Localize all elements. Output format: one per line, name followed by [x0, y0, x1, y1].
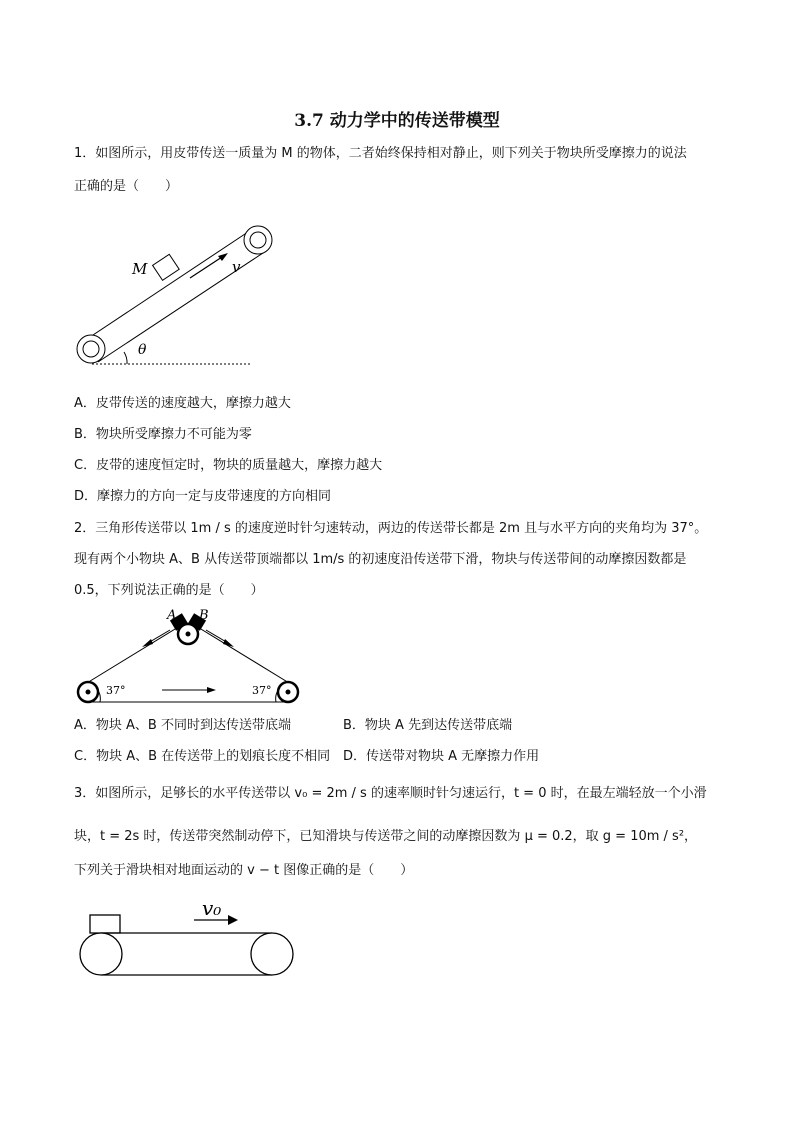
q2-label-B: B	[199, 608, 209, 623]
q3-label-v0: v₀	[202, 896, 222, 920]
q2-stem-line2: 现有两个小物块 A、B 从传送带顶端都以 1m/s 的初速度沿传送带下滑，物块与传送带间的动摩擦因数都是	[74, 552, 687, 567]
q2-stem-line1: 2．三角形传送带以 1m / s 的速度逆时针匀速转动，两边的传送带长都是 2m 且与水平方向的夹角均为 37°。	[74, 521, 708, 536]
q1-label-v: v	[232, 258, 241, 276]
q2-label-A: A	[167, 608, 177, 623]
q1-option-b: B．物块所受摩擦力不可能为零	[74, 427, 252, 442]
q2-option-c: C．物块 A、B 在传送带上的划痕长度不相同	[74, 749, 331, 764]
q3-stem-line2: 块，t = 2s 时，传送带突然制动停下，已知滑块与传送带之间的动摩擦因数为 μ = 0.2，取 g = 10m / s²，	[74, 829, 698, 844]
q1-incline-belt-diagram	[70, 222, 290, 372]
q3-stem-line3: 下列关于滑块相对地面运动的 v − t 图像正确的是（ ）	[74, 863, 414, 878]
q1-stem-line1: 1．如图所示，用皮带传送一质量为 M 的物体，二者始终保持相对静止，则下列关于物块所受摩擦力的说法	[74, 146, 687, 161]
q1-option-c: C．皮带的速度恒定时，物块的质量越大，摩擦力越大	[74, 458, 383, 473]
q3-stem-line1: 3．如图所示，足够长的水平传送带以 v₀ = 2m / s 的速率顺时针匀速运行，t = 0 时，在最左端轻放一个小滑	[74, 786, 707, 801]
q1-option-a: A．皮带传送的速度越大，摩擦力越大	[74, 396, 291, 411]
q1-label-theta: θ	[138, 342, 147, 358]
q3-horizontal-belt-diagram	[76, 893, 306, 983]
q2-stem-line3: 0.5，下列说法正确的是（ ）	[74, 583, 264, 598]
q2-label-angle-right: 37°	[252, 684, 272, 697]
page-title: 3.7 动力学中的传送带模型	[294, 111, 500, 131]
q2-triangle-belt-diagram	[72, 606, 312, 710]
q2-option-b: B．物块 A 先到达传送带底端	[343, 718, 513, 733]
q1-stem-line2: 正确的是（ ）	[74, 179, 179, 194]
q2-option-a: A．物块 A、B 不同时到达传送带底端	[74, 718, 291, 733]
q2-label-angle-left: 37°	[106, 684, 126, 697]
q1-label-M: M	[132, 260, 148, 278]
q1-option-d: D．摩擦力的方向一定与皮带速度的方向相同	[74, 489, 332, 504]
q2-option-d: D．传送带对物块 A 无摩擦力作用	[343, 749, 540, 764]
